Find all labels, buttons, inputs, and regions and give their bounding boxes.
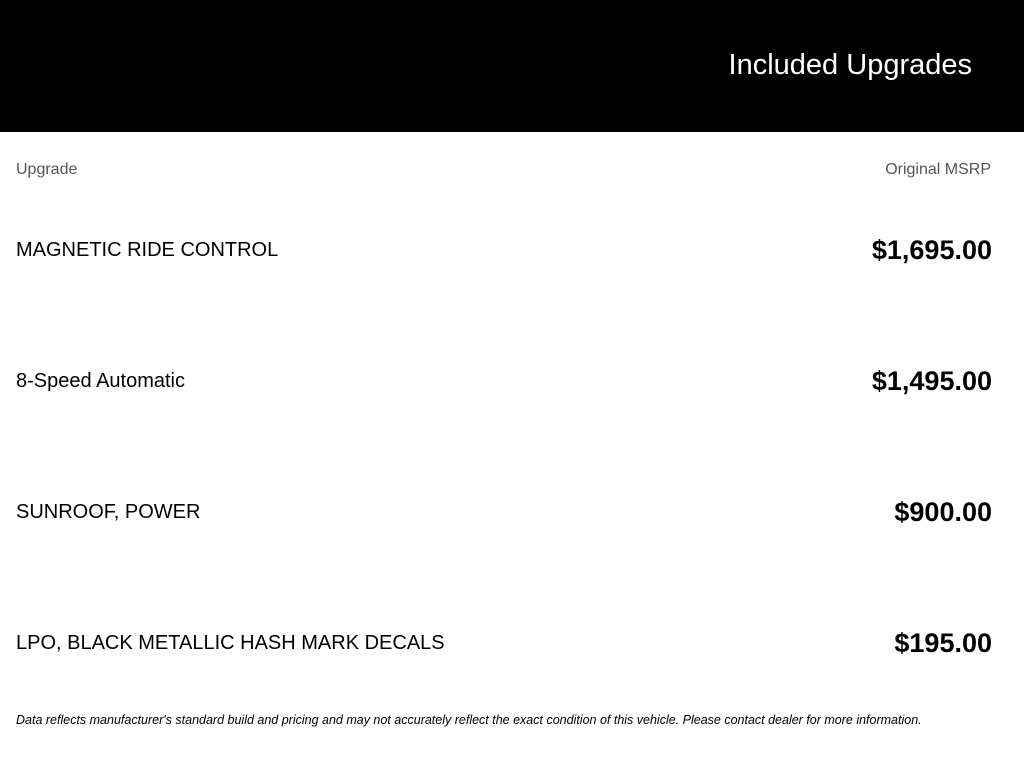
column-header-msrp: Original MSRP [885, 161, 991, 178]
upgrade-row [0, 492, 1024, 532]
upgrade-row [0, 230, 1024, 270]
upgrade-row [0, 361, 1024, 401]
upgrade-name: LPO, BLACK METALLIC HASH MARK DECALS [16, 632, 445, 654]
disclaimer-text: Data reflects manufacturer's standard build and pricing and may not accurately reflect the exact condition of this vehicle. Please contact dealer for more information. [16, 713, 922, 727]
upgrade-price: $195.00 [894, 628, 992, 658]
upgrade-name: SUNROOF, POWER [16, 501, 201, 523]
upgrade-price: $1,495.00 [871, 366, 992, 396]
upgrade-price: $900.00 [894, 497, 992, 527]
header-banner [0, 0, 1024, 132]
upgrade-name: MAGNETIC RIDE CONTROL [16, 239, 279, 261]
column-header-upgrade: Upgrade [16, 161, 78, 178]
page-title: Included Upgrades [728, 49, 972, 81]
upgrade-price: $1,695.00 [871, 235, 992, 265]
upgrade-name: 8-Speed Automatic [16, 370, 185, 392]
upgrade-row [0, 623, 1024, 663]
